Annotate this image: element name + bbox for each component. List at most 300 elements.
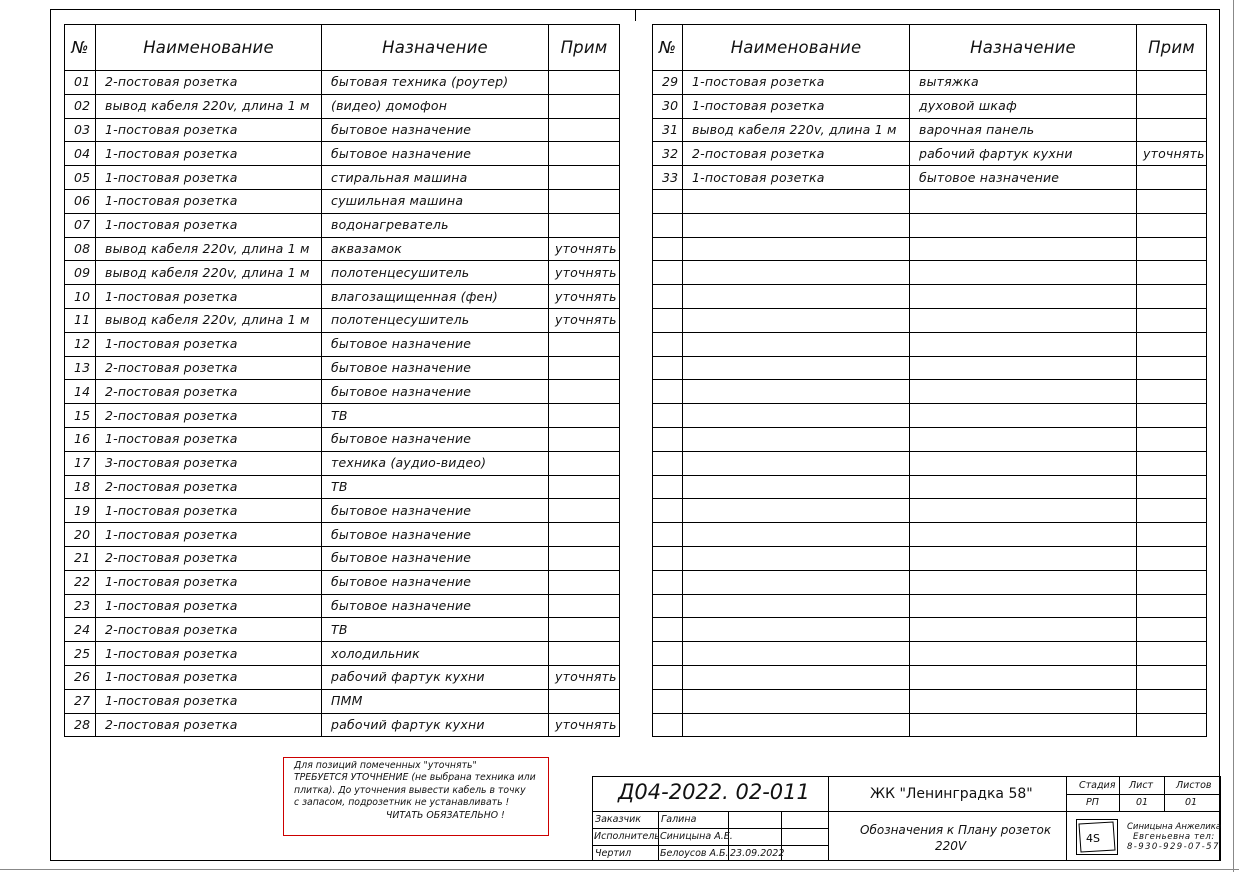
- row-note: [549, 94, 620, 118]
- empty-cell: [910, 594, 1137, 618]
- empty-cell: [653, 642, 683, 666]
- empty-table-row: [653, 380, 1207, 404]
- row-note: [1137, 166, 1207, 190]
- row-name: 1-постовая розетка: [96, 523, 322, 547]
- empty-cell: [1137, 237, 1207, 261]
- empty-cell: [683, 570, 910, 594]
- sheet-title: Обозначения к Плану розеток: [860, 823, 1052, 837]
- row-purpose: бытовое назначение: [322, 570, 549, 594]
- empty-cell: [910, 380, 1137, 404]
- row-note: [549, 642, 620, 666]
- empty-cell: [653, 332, 683, 356]
- empty-cell: [653, 618, 683, 642]
- table-row: [65, 332, 620, 356]
- empty-table-row: [653, 665, 1207, 689]
- row-note: [549, 71, 620, 95]
- sheets-label: Листов: [1176, 780, 1212, 791]
- row-purpose: бытовое назначение: [322, 118, 549, 142]
- row-note: [1137, 118, 1207, 142]
- empty-cell: [1137, 261, 1207, 285]
- grid-cell: [728, 828, 782, 846]
- empty-cell: [910, 189, 1137, 213]
- header-name: Наименование: [683, 25, 910, 71]
- empty-table-row: [653, 356, 1207, 380]
- table-row: [65, 713, 620, 737]
- row-name: 2-постовая розетка: [96, 380, 322, 404]
- drawing-code: Д04-2022. 02-011: [618, 780, 810, 804]
- empty-cell: [683, 618, 910, 642]
- empty-cell: [910, 475, 1137, 499]
- row-name: 1-постовая розетка: [96, 213, 322, 237]
- table-row: [65, 618, 620, 642]
- empty-cell: [910, 499, 1137, 523]
- row-num: 16: [65, 427, 96, 451]
- row-note: [549, 546, 620, 570]
- empty-cell: [683, 404, 910, 428]
- empty-cell: [1137, 499, 1207, 523]
- row-name: 2-постовая розетка: [96, 713, 322, 737]
- empty-cell: [653, 285, 683, 309]
- customer-label: Заказчик: [595, 814, 642, 825]
- table-row: [65, 570, 620, 594]
- empty-cell: [1137, 689, 1207, 713]
- empty-cell: [910, 618, 1137, 642]
- table-row: [65, 665, 620, 689]
- table-row: [65, 94, 620, 118]
- row-note: уточнять: [549, 308, 620, 332]
- row-name: 1-постовая розетка: [96, 642, 322, 666]
- row-purpose: сушильная машина: [322, 189, 549, 213]
- empty-cell: [653, 404, 683, 428]
- table-row: [65, 594, 620, 618]
- grid-cell: [781, 828, 829, 846]
- note-line: ТРЕБУЕТСЯ УТОЧНЕНИЕ (не выбрана техника или: [294, 772, 536, 784]
- table-row: [65, 189, 620, 213]
- empty-cell: [683, 427, 910, 451]
- empty-cell: [1137, 665, 1207, 689]
- row-num: 07: [65, 213, 96, 237]
- row-name: 2-постовая розетка: [96, 404, 322, 428]
- row-num: 09: [65, 261, 96, 285]
- row-purpose: бытовое назначение: [322, 594, 549, 618]
- empty-cell: [653, 189, 683, 213]
- empty-cell: [1137, 642, 1207, 666]
- empty-cell: [683, 642, 910, 666]
- sheet-edge-bottom: [0, 869, 1239, 870]
- empty-cell: [653, 213, 683, 237]
- row-note: уточнять: [549, 261, 620, 285]
- row-note: [549, 404, 620, 428]
- empty-table-row: [653, 570, 1207, 594]
- table-row: [65, 237, 620, 261]
- empty-cell: [910, 261, 1137, 285]
- empty-cell: [683, 237, 910, 261]
- logo-text: 4S: [1086, 832, 1100, 845]
- row-num: 19: [65, 499, 96, 523]
- row-name: 1-постовая розетка: [96, 285, 322, 309]
- note-line-mandatory: ЧИТАТЬ ОБЯЗАТЕЛЬНО !: [386, 809, 505, 821]
- empty-cell: [910, 451, 1137, 475]
- row-note: [549, 332, 620, 356]
- empty-table-row: [653, 546, 1207, 570]
- row-note: [549, 451, 620, 475]
- row-purpose: рабочий фартук кухни: [322, 713, 549, 737]
- table-row: [653, 118, 1207, 142]
- empty-cell: [910, 332, 1137, 356]
- row-name: 1-постовая розетка: [96, 166, 322, 190]
- row-note: [549, 380, 620, 404]
- empty-cell: [653, 380, 683, 404]
- row-purpose: бытовое назначение: [910, 166, 1137, 190]
- drafter-label: Чертил: [595, 848, 632, 859]
- table-row: [65, 356, 620, 380]
- empty-cell: [653, 546, 683, 570]
- row-num: 30: [653, 94, 683, 118]
- row-note: уточнять: [549, 237, 620, 261]
- empty-cell: [683, 475, 910, 499]
- empty-cell: [910, 285, 1137, 309]
- empty-cell: [1137, 570, 1207, 594]
- empty-cell: [910, 665, 1137, 689]
- empty-cell: [653, 261, 683, 285]
- empty-cell: [1137, 332, 1207, 356]
- empty-cell: [910, 237, 1137, 261]
- empty-cell: [653, 713, 683, 737]
- table-row: [65, 642, 620, 666]
- empty-cell: [910, 546, 1137, 570]
- drafter-date: 23.09.2022: [730, 848, 785, 859]
- row-purpose: духовой шкаф: [910, 94, 1137, 118]
- row-name: вывод кабеля 220v, длина 1 м: [683, 118, 910, 142]
- empty-table-row: [653, 285, 1207, 309]
- empty-cell: [683, 713, 910, 737]
- empty-table-row: [653, 451, 1207, 475]
- empty-cell: [1137, 523, 1207, 547]
- empty-cell: [653, 427, 683, 451]
- row-purpose: бытовое назначение: [322, 142, 549, 166]
- row-num: 22: [65, 570, 96, 594]
- empty-cell: [683, 356, 910, 380]
- empty-cell: [683, 689, 910, 713]
- sheets-value: 01: [1185, 797, 1198, 808]
- row-note: [549, 213, 620, 237]
- row-name: 2-постовая розетка: [96, 356, 322, 380]
- empty-cell: [1137, 189, 1207, 213]
- frame-center-mark: [635, 9, 636, 21]
- table-row: [65, 451, 620, 475]
- empty-table-row: [653, 332, 1207, 356]
- sheet-label: Лист: [1129, 780, 1154, 791]
- note-line: с запасом, подрозетник не устанавливать !: [294, 797, 510, 809]
- row-num: 04: [65, 142, 96, 166]
- row-purpose: ТВ: [322, 618, 549, 642]
- header-purpose: Назначение: [322, 25, 549, 71]
- table-row: [65, 213, 620, 237]
- empty-table-row: [653, 713, 1207, 737]
- empty-cell: [1137, 618, 1207, 642]
- row-purpose: (видео) домофон: [322, 94, 549, 118]
- row-note: [549, 499, 620, 523]
- row-purpose: водонагреватель: [322, 213, 549, 237]
- table-row: [65, 261, 620, 285]
- empty-cell: [910, 404, 1137, 428]
- header-purpose: Назначение: [910, 25, 1137, 71]
- row-num: 26: [65, 665, 96, 689]
- empty-table-row: [653, 523, 1207, 547]
- note-line: плитка). До уточнения вывести кабель в точку: [294, 784, 526, 796]
- row-num: 13: [65, 356, 96, 380]
- grid-cell: [781, 811, 829, 829]
- row-num: 28: [65, 713, 96, 737]
- row-num: 17: [65, 451, 96, 475]
- row-purpose: бытовое назначение: [322, 380, 549, 404]
- table-row: [653, 142, 1207, 166]
- empty-cell: [1137, 546, 1207, 570]
- empty-cell: [1137, 594, 1207, 618]
- row-num: 29: [653, 71, 683, 95]
- row-purpose: аквазамок: [322, 237, 549, 261]
- row-name: 2-постовая розетка: [96, 71, 322, 95]
- row-num: 24: [65, 618, 96, 642]
- row-purpose: бытовое назначение: [322, 499, 549, 523]
- row-name: 1-постовая розетка: [96, 142, 322, 166]
- empty-cell: [683, 546, 910, 570]
- empty-cell: [653, 689, 683, 713]
- row-name: вывод кабеля 220v, длина 1 м: [96, 94, 322, 118]
- table-row: [653, 94, 1207, 118]
- empty-cell: [653, 237, 683, 261]
- empty-cell: [683, 189, 910, 213]
- row-name: 1-постовая розетка: [96, 118, 322, 142]
- row-note: [549, 142, 620, 166]
- row-name: вывод кабеля 220v, длина 1 м: [96, 261, 322, 285]
- grid-cell: [728, 811, 782, 829]
- row-note: [549, 523, 620, 547]
- empty-cell: [653, 308, 683, 332]
- row-name: 3-постовая розетка: [96, 451, 322, 475]
- row-num: 06: [65, 189, 96, 213]
- empty-cell: [910, 356, 1137, 380]
- row-num: 03: [65, 118, 96, 142]
- empty-cell: [683, 665, 910, 689]
- row-purpose: вытяжка: [910, 71, 1137, 95]
- row-note: [549, 356, 620, 380]
- empty-cell: [1137, 213, 1207, 237]
- row-purpose: бытовое назначение: [322, 427, 549, 451]
- table-row: [65, 142, 620, 166]
- empty-cell: [683, 451, 910, 475]
- row-purpose: стиральная машина: [322, 166, 549, 190]
- row-name: 1-постовая розетка: [683, 166, 910, 190]
- empty-cell: [653, 499, 683, 523]
- contact-phone: 8-930-929-07-57: [1127, 842, 1220, 852]
- empty-cell: [910, 689, 1137, 713]
- table-row: [65, 475, 620, 499]
- empty-cell: [1137, 380, 1207, 404]
- empty-cell: [653, 523, 683, 547]
- row-purpose: бытовая техника (роутер): [322, 71, 549, 95]
- table-row: [65, 427, 620, 451]
- row-num: 18: [65, 475, 96, 499]
- row-purpose: рабочий фартук кухни: [322, 665, 549, 689]
- row-num: 12: [65, 332, 96, 356]
- row-name: 2-постовая розетка: [683, 142, 910, 166]
- row-num: 25: [65, 642, 96, 666]
- row-purpose: полотенцесушитель: [322, 308, 549, 332]
- row-note: уточнять: [1137, 142, 1207, 166]
- empty-table-row: [653, 642, 1207, 666]
- empty-cell: [910, 213, 1137, 237]
- empty-cell: [653, 356, 683, 380]
- row-num: 05: [65, 166, 96, 190]
- row-purpose: варочная панель: [910, 118, 1137, 142]
- empty-cell: [653, 594, 683, 618]
- row-name: 2-постовая розетка: [96, 546, 322, 570]
- row-name: 1-постовая розетка: [96, 189, 322, 213]
- table-row: [653, 71, 1207, 95]
- table-header-row: [65, 25, 620, 71]
- row-name: вывод кабеля 220v, длина 1 м: [96, 308, 322, 332]
- table-row: [65, 404, 620, 428]
- row-note: [549, 427, 620, 451]
- row-purpose: влагозащищенная (фен): [322, 285, 549, 309]
- stage-value: РП: [1086, 797, 1099, 808]
- empty-cell: [683, 523, 910, 547]
- empty-cell: [1137, 356, 1207, 380]
- grid-cell: [781, 845, 829, 861]
- stage-label: Стадия: [1079, 780, 1116, 791]
- outlet-spec-table-right: [652, 24, 1207, 737]
- logo-mark-icon: [1077, 820, 1117, 854]
- outlet-spec-table-left: [64, 24, 620, 737]
- row-purpose: бытовое назначение: [322, 546, 549, 570]
- empty-table-row: [653, 427, 1207, 451]
- title-block: [592, 776, 1221, 861]
- empty-cell: [910, 308, 1137, 332]
- empty-cell: [683, 380, 910, 404]
- header-name: Наименование: [96, 25, 322, 71]
- row-name: 1-постовая розетка: [96, 665, 322, 689]
- empty-table-row: [653, 213, 1207, 237]
- empty-table-row: [653, 261, 1207, 285]
- empty-cell: [910, 713, 1137, 737]
- empty-table-row: [653, 308, 1207, 332]
- row-note: [549, 618, 620, 642]
- row-name: 1-постовая розетка: [96, 594, 322, 618]
- executor-label: Исполнитель: [594, 831, 660, 842]
- row-num: 01: [65, 71, 96, 95]
- table-row: [65, 308, 620, 332]
- drafter-value: Белоусов А.Б.: [660, 848, 729, 859]
- row-num: 11: [65, 308, 96, 332]
- empty-cell: [1137, 308, 1207, 332]
- row-note: [549, 189, 620, 213]
- row-purpose: техника (аудио-видео): [322, 451, 549, 475]
- empty-table-row: [653, 618, 1207, 642]
- table-row: [653, 166, 1207, 190]
- empty-cell: [910, 570, 1137, 594]
- empty-cell: [910, 427, 1137, 451]
- empty-cell: [683, 285, 910, 309]
- row-purpose: бытовое назначение: [322, 523, 549, 547]
- table-row: [65, 71, 620, 95]
- empty-table-row: [653, 499, 1207, 523]
- row-purpose: рабочий фартук кухни: [910, 142, 1137, 166]
- row-purpose: бытовое назначение: [322, 356, 549, 380]
- company-logo: [1076, 819, 1118, 855]
- contact-name: Синицына Анжелика: [1127, 822, 1222, 832]
- row-name: 2-постовая розетка: [96, 618, 322, 642]
- empty-cell: [683, 261, 910, 285]
- empty-cell: [683, 594, 910, 618]
- empty-cell: [653, 475, 683, 499]
- empty-table-row: [653, 189, 1207, 213]
- sheet-title-voltage: 220V: [935, 839, 967, 853]
- row-num: 08: [65, 237, 96, 261]
- row-num: 15: [65, 404, 96, 428]
- row-num: 20: [65, 523, 96, 547]
- empty-cell: [683, 213, 910, 237]
- empty-cell: [653, 570, 683, 594]
- row-num: 23: [65, 594, 96, 618]
- sheet-value: 01: [1136, 797, 1149, 808]
- header-note: Прим: [549, 25, 620, 71]
- row-name: вывод кабеля 220v, длина 1 м: [96, 237, 322, 261]
- empty-cell: [683, 308, 910, 332]
- row-name: 1-постовая розетка: [683, 71, 910, 95]
- row-name: 1-постовая розетка: [96, 332, 322, 356]
- empty-cell: [683, 499, 910, 523]
- row-num: 10: [65, 285, 96, 309]
- row-name: 1-постовая розетка: [96, 570, 322, 594]
- row-purpose: ТВ: [322, 404, 549, 428]
- empty-cell: [1137, 285, 1207, 309]
- table-row: [65, 380, 620, 404]
- customer-value: Галина: [661, 814, 697, 825]
- empty-cell: [683, 332, 910, 356]
- row-name: 1-постовая розетка: [96, 499, 322, 523]
- sheet-edge-right: [1233, 0, 1234, 872]
- row-num: 32: [653, 142, 683, 166]
- empty-cell: [1137, 404, 1207, 428]
- table-row: [65, 285, 620, 309]
- row-num: 31: [653, 118, 683, 142]
- table-row: [65, 499, 620, 523]
- row-num: 21: [65, 546, 96, 570]
- row-name: 1-постовая розетка: [96, 427, 322, 451]
- empty-cell: [1137, 713, 1207, 737]
- empty-cell: [910, 642, 1137, 666]
- row-note: [1137, 94, 1207, 118]
- row-purpose: полотенцесушитель: [322, 261, 549, 285]
- row-note: [549, 166, 620, 190]
- project-name: ЖК "Ленинградка 58": [870, 786, 1033, 802]
- empty-table-row: [653, 689, 1207, 713]
- header-note: Прим: [1137, 25, 1207, 71]
- empty-cell: [1137, 451, 1207, 475]
- row-num: 14: [65, 380, 96, 404]
- table-row: [65, 118, 620, 142]
- row-note: [549, 475, 620, 499]
- table-row: [65, 523, 620, 547]
- empty-table-row: [653, 475, 1207, 499]
- clarification-note: [283, 757, 549, 836]
- contact-patronymic: Евгеньевна тел:: [1133, 832, 1215, 842]
- row-name: 1-постовая розетка: [683, 94, 910, 118]
- empty-cell: [653, 665, 683, 689]
- empty-table-row: [653, 237, 1207, 261]
- executor-value: Синицына А.Е.: [660, 831, 733, 842]
